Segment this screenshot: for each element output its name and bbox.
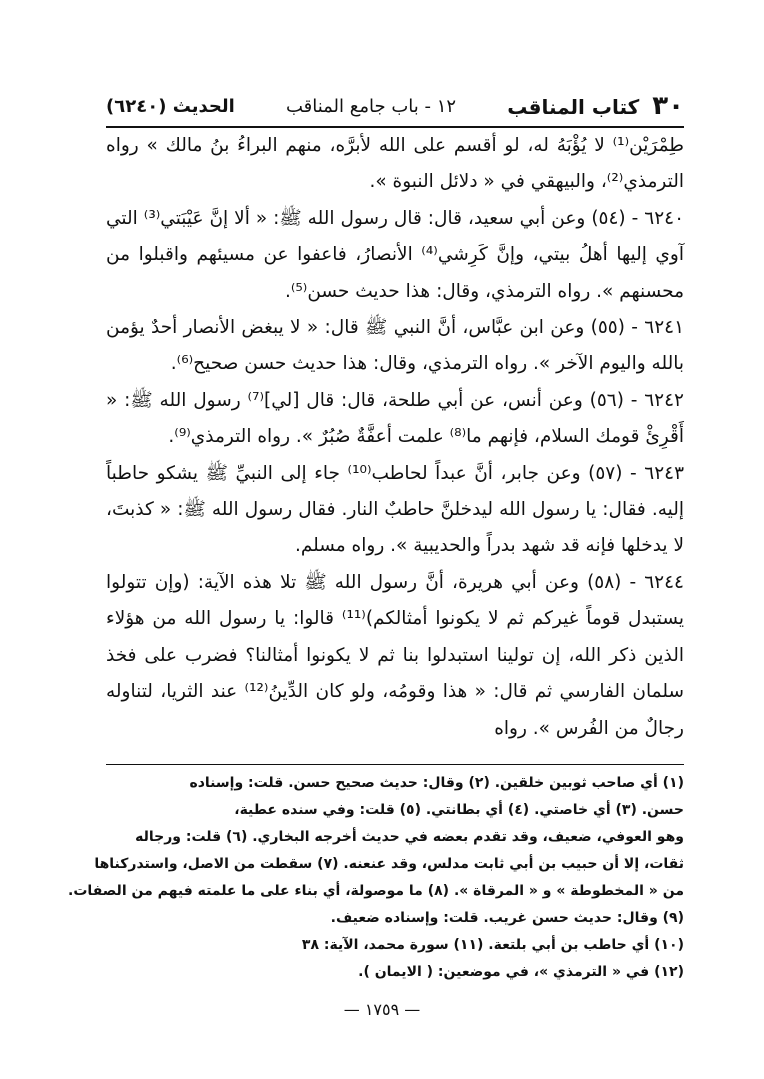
footnotes bbox=[68, 770, 684, 986]
main-text bbox=[106, 128, 684, 747]
book-title bbox=[507, 91, 684, 121]
footnote-line: ثقات، إلا أن حبيب بن أبي ثابت مدلس، وقد عنعنه. (٧) سقطت من الاصل، واستدركناها bbox=[94, 856, 684, 872]
hadith-6242: ٦٢٤٢ - (٥٦) وعن أنس، عن أبي طلحة، قال: قال [لي]⁽⁷⁾ رسول الله ﷺ: « أَقْرِئْ قومك السلام، فإنهم ما⁽⁸⁾ علمت أعفَّةٌ صُبُرٌ ». رواه الترمذي⁽⁹⁾. bbox=[106, 389, 684, 448]
footnote-line: (١٠) أي حاطب بن أبي بلتعة. (١١) سورة محمد، الآية: ٣٨ bbox=[301, 937, 684, 953]
book-number: ٣٠ bbox=[652, 91, 684, 121]
hadith-6243: ٦٢٤٣ - (٥٧) وعن جابر، أنَّ عبداً لحاطب⁽¹⁰⁾ جاء إلى النبيِّ ﷺ يشكو حاطباً إليه. فقال: يا رسول الله ليدخلنَّ حاطبٌ النار. فقال رسول الله ﷺ: « كذبتَ، لا يدخلها فإنه قد شهد بدراً والحديبية ». رواه مسلم. bbox=[106, 462, 685, 557]
hadith-reference: الحديث (٦٢٤٠) bbox=[106, 95, 235, 117]
book-title-text: كتاب المناقب bbox=[507, 95, 640, 119]
footnote-line: وهو العوفي، ضعيف، وقد تقدم بعضه في حديث أخرجه البخاري. (٦) قلت: ورجاله bbox=[135, 829, 684, 845]
hadith-6241: ٦٢٤١ - (٥٥) وعن ابن عبَّاس، أنَّ النبي ﷺ قال: « لا يبغض الأنصار أحدٌ يؤمن بالله واليوم الآخر ». رواه الترمذي، وقال: هذا حديث حسن صحيح⁽⁶⁾. bbox=[106, 317, 685, 375]
hadith-6244: ٦٢٤٤ - (٥٨) وعن أبي هريرة، أنَّ رسول الله ﷺ تلا هذه الآية: (وإن تتولوا يستبدل قوماً غيركم ثم لا يكونوا أمثالكم)⁽¹¹⁾ قالوا: يا رسول الله من هؤلاء الذين ذكر الله، إن تولينا استبدلوا بنا ثم لا يكونوا أمثالنا؟ فضرب على فخذ سلمان الفارسي ثم قال: « هذا وقومُه، ولو كان الدِّينُ⁽¹²⁾ عند الثريا، لتناوله رجالٌ من الفُرس ». رواه bbox=[106, 571, 685, 739]
running-header bbox=[106, 86, 684, 128]
footnote-line: (١) أي صاحب ثوبين خلقين. (٢) وقال: حديث صحيح حسن. قلت: وإسناده bbox=[189, 775, 684, 791]
footnote-divider bbox=[106, 764, 684, 765]
chapter-title: ١٢ - باب جامع المناقب bbox=[285, 95, 457, 117]
paragraph-continuation: طِمْرَيْن⁽¹⁾ لا يُؤْبَهُ له، لو أقسم على الله لأبرَّه، منهم البراءُ بنُ مالك » رواه الترمذي⁽²⁾، والبيهقي في « دلائل النبوة ». bbox=[106, 135, 684, 193]
footnote-line: من « المخطوطة » و « المرقاة ». (٨) ما موصولة، أي بناء على ما علمته فيهم من الصفات. bbox=[68, 883, 684, 899]
footnote-line: (٩) وقال: حديث حسن غريب. قلت: وإسناده ضعيف. bbox=[330, 910, 684, 926]
hadith-6240: ٦٢٤٠ - (٥٤) وعن أبي سعيد، قال: قال رسول الله ﷺ: « ألا إنَّ عَيْبَتي⁽³⁾ التي آوي إليها أهلُ بيتي، وإنَّ كَرِشي⁽⁴⁾ الأنصارُ، فاعفوا عن مسيئهم واقبلوا من محسنهم ». رواه الترمذي، وقال: هذا حديث حسن⁽⁵⁾. bbox=[106, 207, 685, 302]
footnote-line: حسن. (٣) أي خاصتي. (٤) أي بطانتي. (٥) قلت: وفي سنده عطية، bbox=[234, 802, 684, 818]
page-number: — ١٧٥٩ — bbox=[343, 1000, 421, 1019]
footnote-line: (١٢) في « الترمذي »، في موضعين: ( الايمان ). bbox=[358, 964, 684, 980]
